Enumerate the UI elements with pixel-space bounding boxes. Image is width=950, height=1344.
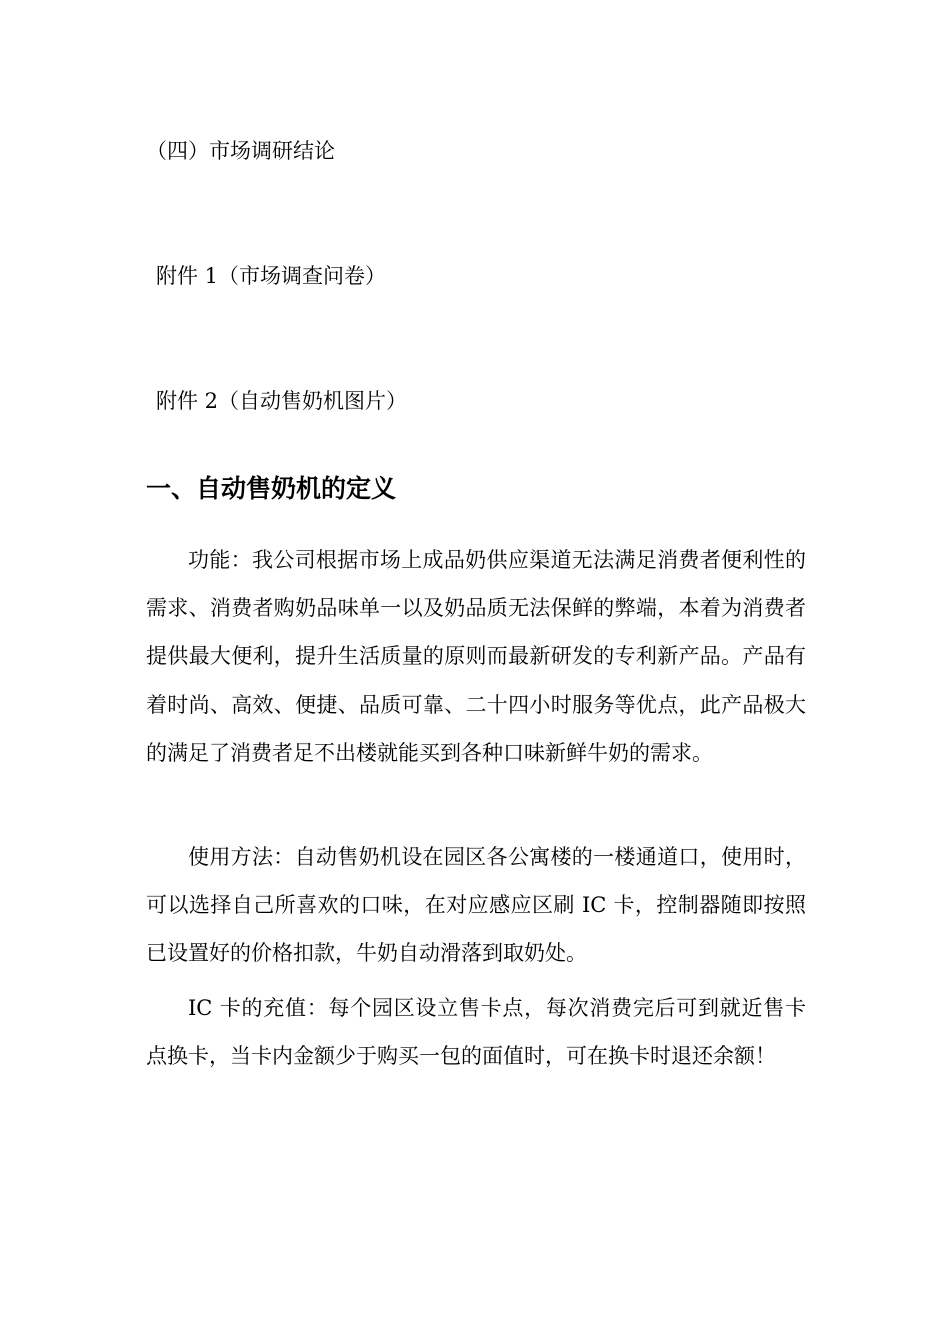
toc-item-appendix-1: 附件 1（市场调查问卷） bbox=[156, 264, 387, 288]
toc-item-appendix-2: 附件 2（自动售奶机图片） bbox=[156, 389, 408, 413]
paragraph-recharge: IC 卡的充值：每个园区设立售卡点，每次消费完后可到就近售卡点换卡，当卡内金额少于购买一包的面值时，可在换卡时退还余额！ bbox=[146, 996, 806, 1069]
section-heading: 一、自动售奶机的定义 bbox=[146, 474, 397, 503]
paragraph-usage: 使用方法：自动售奶机设在园区各公寓楼的一楼通道口，使用时，可以选择自己所喜欢的口味，在对应感应区刷 IC 卡，控制器随即按照已设置好的价格扣款，牛奶自动滑落到取奶处。 bbox=[146, 845, 806, 966]
toc-item-market-research-conclusion: （四）市场调研结论 bbox=[146, 139, 335, 163]
paragraph-function: 功能：我公司根据市场上成品奶供应渠道无法满足消费者便利性的需求、消费者购奶品味单一以及奶品质无法保鲜的弊端，本着为消费者提供最大便利，提升生活质量的原则而最新研发的专利新产品。产品有着时尚、高效、便捷、品质可靠、二十四小时服务等优点，此产品极大的满足了消费者足不出楼就能买到各种口味新鲜牛奶的需求。 bbox=[146, 548, 806, 765]
